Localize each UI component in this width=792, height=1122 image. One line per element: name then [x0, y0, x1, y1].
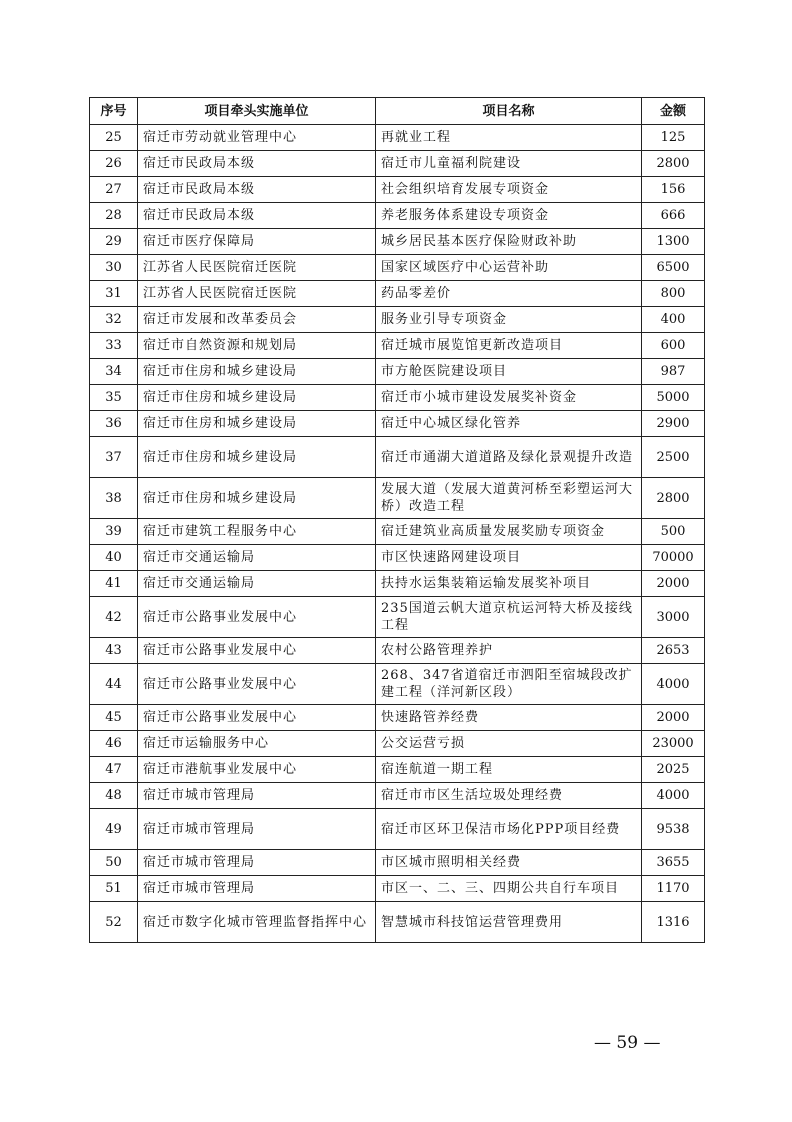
table-row [90, 125, 705, 151]
cell-amount: 2800 [642, 478, 705, 519]
cell-implementing-unit: 宿迁市住房和城乡建设局 [138, 478, 376, 519]
header-implementing-unit: 项目牵头实施单位 [138, 98, 376, 125]
table-row [90, 333, 705, 359]
cell-project-name: 发展大道（发展大道黄河桥至彩塑运河大桥）改造工程 [376, 478, 642, 519]
table-row [90, 359, 705, 385]
cell-project-name: 268、347省道宿迁市泗阳至宿城段改扩建工程（洋河新区段） [376, 664, 642, 705]
cell-serial-number: 47 [90, 757, 138, 783]
cell-amount: 987 [642, 359, 705, 385]
cell-serial-number: 31 [90, 281, 138, 307]
cell-amount: 500 [642, 519, 705, 545]
cell-serial-number: 38 [90, 478, 138, 519]
cell-project-name: 宿迁市小城市建设发展奖补资金 [376, 385, 642, 411]
cell-implementing-unit: 宿迁市公路事业发展中心 [138, 664, 376, 705]
cell-amount: 1170 [642, 876, 705, 902]
cell-serial-number: 52 [90, 902, 138, 943]
cell-serial-number: 43 [90, 638, 138, 664]
cell-implementing-unit: 宿迁市数字化城市管理监督指挥中心 [138, 902, 376, 943]
cell-implementing-unit: 宿迁市建筑工程服务中心 [138, 519, 376, 545]
cell-project-name: 再就业工程 [376, 125, 642, 151]
table-row [90, 151, 705, 177]
cell-implementing-unit: 宿迁市城市管理局 [138, 783, 376, 809]
cell-project-name: 宿连航道一期工程 [376, 757, 642, 783]
cell-project-name: 国家区域医疗中心运营补助 [376, 255, 642, 281]
cell-implementing-unit: 宿迁市城市管理局 [138, 809, 376, 850]
cell-serial-number: 45 [90, 705, 138, 731]
cell-amount: 6500 [642, 255, 705, 281]
cell-project-name: 宿迁市区环卫保洁市场化PPP项目经费 [376, 809, 642, 850]
cell-amount: 2800 [642, 151, 705, 177]
cell-implementing-unit: 宿迁市民政局本级 [138, 177, 376, 203]
cell-project-name: 宿迁城市展览馆更新改造项目 [376, 333, 642, 359]
cell-implementing-unit: 宿迁市住房和城乡建设局 [138, 359, 376, 385]
table-row [90, 203, 705, 229]
header-serial-number: 序号 [90, 98, 138, 125]
cell-serial-number: 30 [90, 255, 138, 281]
table-row [90, 638, 705, 664]
cell-amount: 9538 [642, 809, 705, 850]
header-project-name: 项目名称 [376, 98, 642, 125]
cell-implementing-unit: 宿迁市公路事业发展中心 [138, 597, 376, 638]
cell-project-name: 市区一、二、三、四期公共自行车项目 [376, 876, 642, 902]
cell-project-name: 宿迁市儿童福利院建设 [376, 151, 642, 177]
table-row [90, 876, 705, 902]
cell-serial-number: 46 [90, 731, 138, 757]
cell-project-name: 快速路管养经费 [376, 705, 642, 731]
table-row [90, 850, 705, 876]
cell-implementing-unit: 宿迁市住房和城乡建设局 [138, 385, 376, 411]
cell-amount: 1300 [642, 229, 705, 255]
cell-project-name: 农村公路管理养护 [376, 638, 642, 664]
table-row [90, 229, 705, 255]
cell-project-name: 235国道云帆大道京杭运河特大桥及接线工程 [376, 597, 642, 638]
table-row [90, 519, 705, 545]
cell-implementing-unit: 宿迁市民政局本级 [138, 151, 376, 177]
table-row [90, 902, 705, 943]
cell-amount: 2000 [642, 705, 705, 731]
cell-implementing-unit: 宿迁市城市管理局 [138, 876, 376, 902]
table-row [90, 809, 705, 850]
cell-project-name: 市方舱医院建设项目 [376, 359, 642, 385]
cell-implementing-unit: 宿迁市住房和城乡建设局 [138, 437, 376, 478]
cell-amount: 156 [642, 177, 705, 203]
cell-project-name: 市区城市照明相关经费 [376, 850, 642, 876]
cell-serial-number: 48 [90, 783, 138, 809]
cell-implementing-unit: 江苏省人民医院宿迁医院 [138, 255, 376, 281]
table-header [90, 98, 705, 125]
table-body [90, 125, 705, 943]
cell-serial-number: 35 [90, 385, 138, 411]
cell-serial-number: 51 [90, 876, 138, 902]
cell-serial-number: 42 [90, 597, 138, 638]
cell-amount: 4000 [642, 783, 705, 809]
cell-serial-number: 27 [90, 177, 138, 203]
cell-project-name: 市区快速路网建设项目 [376, 545, 642, 571]
cell-project-name: 智慧城市科技馆运营管理费用 [376, 902, 642, 943]
cell-project-name: 宿迁市市区生活垃圾处理经费 [376, 783, 642, 809]
header-row [90, 98, 705, 125]
cell-serial-number: 50 [90, 850, 138, 876]
cell-serial-number: 26 [90, 151, 138, 177]
cell-serial-number: 29 [90, 229, 138, 255]
cell-serial-number: 34 [90, 359, 138, 385]
cell-amount: 5000 [642, 385, 705, 411]
cell-project-name: 宿迁建筑业高质量发展奖励专项资金 [376, 519, 642, 545]
cell-implementing-unit: 宿迁市公路事业发展中心 [138, 705, 376, 731]
cell-serial-number: 39 [90, 519, 138, 545]
cell-implementing-unit: 宿迁市交通运输局 [138, 545, 376, 571]
cell-implementing-unit: 宿迁市运输服务中心 [138, 731, 376, 757]
project-budget-table [89, 97, 705, 943]
cell-implementing-unit: 宿迁市发展和改革委员会 [138, 307, 376, 333]
cell-project-name: 社会组织培育发展专项资金 [376, 177, 642, 203]
table-row [90, 281, 705, 307]
cell-amount: 400 [642, 307, 705, 333]
cell-serial-number: 41 [90, 571, 138, 597]
table-row [90, 437, 705, 478]
cell-serial-number: 25 [90, 125, 138, 151]
cell-implementing-unit: 宿迁市劳动就业管理中心 [138, 125, 376, 151]
cell-project-name: 养老服务体系建设专项资金 [376, 203, 642, 229]
cell-amount: 2900 [642, 411, 705, 437]
table-row [90, 385, 705, 411]
cell-project-name: 公交运营亏损 [376, 731, 642, 757]
cell-implementing-unit: 宿迁市住房和城乡建设局 [138, 411, 376, 437]
cell-serial-number: 33 [90, 333, 138, 359]
table-row [90, 545, 705, 571]
cell-implementing-unit: 宿迁市交通运输局 [138, 571, 376, 597]
cell-serial-number: 49 [90, 809, 138, 850]
table-row [90, 597, 705, 638]
cell-implementing-unit: 江苏省人民医院宿迁医院 [138, 281, 376, 307]
cell-amount: 23000 [642, 731, 705, 757]
cell-project-name: 服务业引导专项资金 [376, 307, 642, 333]
table-row [90, 757, 705, 783]
page-number: — 59 — [594, 1033, 661, 1053]
cell-implementing-unit: 宿迁市民政局本级 [138, 203, 376, 229]
cell-amount: 2653 [642, 638, 705, 664]
cell-serial-number: 32 [90, 307, 138, 333]
table-row [90, 177, 705, 203]
cell-amount: 2025 [642, 757, 705, 783]
cell-serial-number: 40 [90, 545, 138, 571]
cell-implementing-unit: 宿迁市自然资源和规划局 [138, 333, 376, 359]
cell-serial-number: 28 [90, 203, 138, 229]
cell-project-name: 宿迁中心城区绿化管养 [376, 411, 642, 437]
cell-serial-number: 44 [90, 664, 138, 705]
cell-serial-number: 37 [90, 437, 138, 478]
cell-amount: 4000 [642, 664, 705, 705]
cell-amount: 70000 [642, 545, 705, 571]
cell-project-name: 药品零差价 [376, 281, 642, 307]
cell-amount: 600 [642, 333, 705, 359]
cell-project-name: 宿迁市通湖大道道路及绿化景观提升改造 [376, 437, 642, 478]
cell-implementing-unit: 宿迁市公路事业发展中心 [138, 638, 376, 664]
table-row [90, 307, 705, 333]
table-row [90, 664, 705, 705]
cell-amount: 666 [642, 203, 705, 229]
table-row [90, 411, 705, 437]
table-row [90, 705, 705, 731]
cell-project-name: 扶持水运集装箱运输发展奖补项目 [376, 571, 642, 597]
cell-amount: 3000 [642, 597, 705, 638]
cell-serial-number: 36 [90, 411, 138, 437]
table-row [90, 571, 705, 597]
cell-implementing-unit: 宿迁市港航事业发展中心 [138, 757, 376, 783]
cell-implementing-unit: 宿迁市医疗保障局 [138, 229, 376, 255]
cell-amount: 2000 [642, 571, 705, 597]
cell-project-name: 城乡居民基本医疗保险财政补助 [376, 229, 642, 255]
cell-amount: 800 [642, 281, 705, 307]
header-amount: 金额 [642, 98, 705, 125]
table-row [90, 731, 705, 757]
cell-amount: 2500 [642, 437, 705, 478]
cell-amount: 125 [642, 125, 705, 151]
table-row [90, 783, 705, 809]
cell-implementing-unit: 宿迁市城市管理局 [138, 850, 376, 876]
table-row [90, 478, 705, 519]
cell-amount: 1316 [642, 902, 705, 943]
cell-amount: 3655 [642, 850, 705, 876]
table-row [90, 255, 705, 281]
